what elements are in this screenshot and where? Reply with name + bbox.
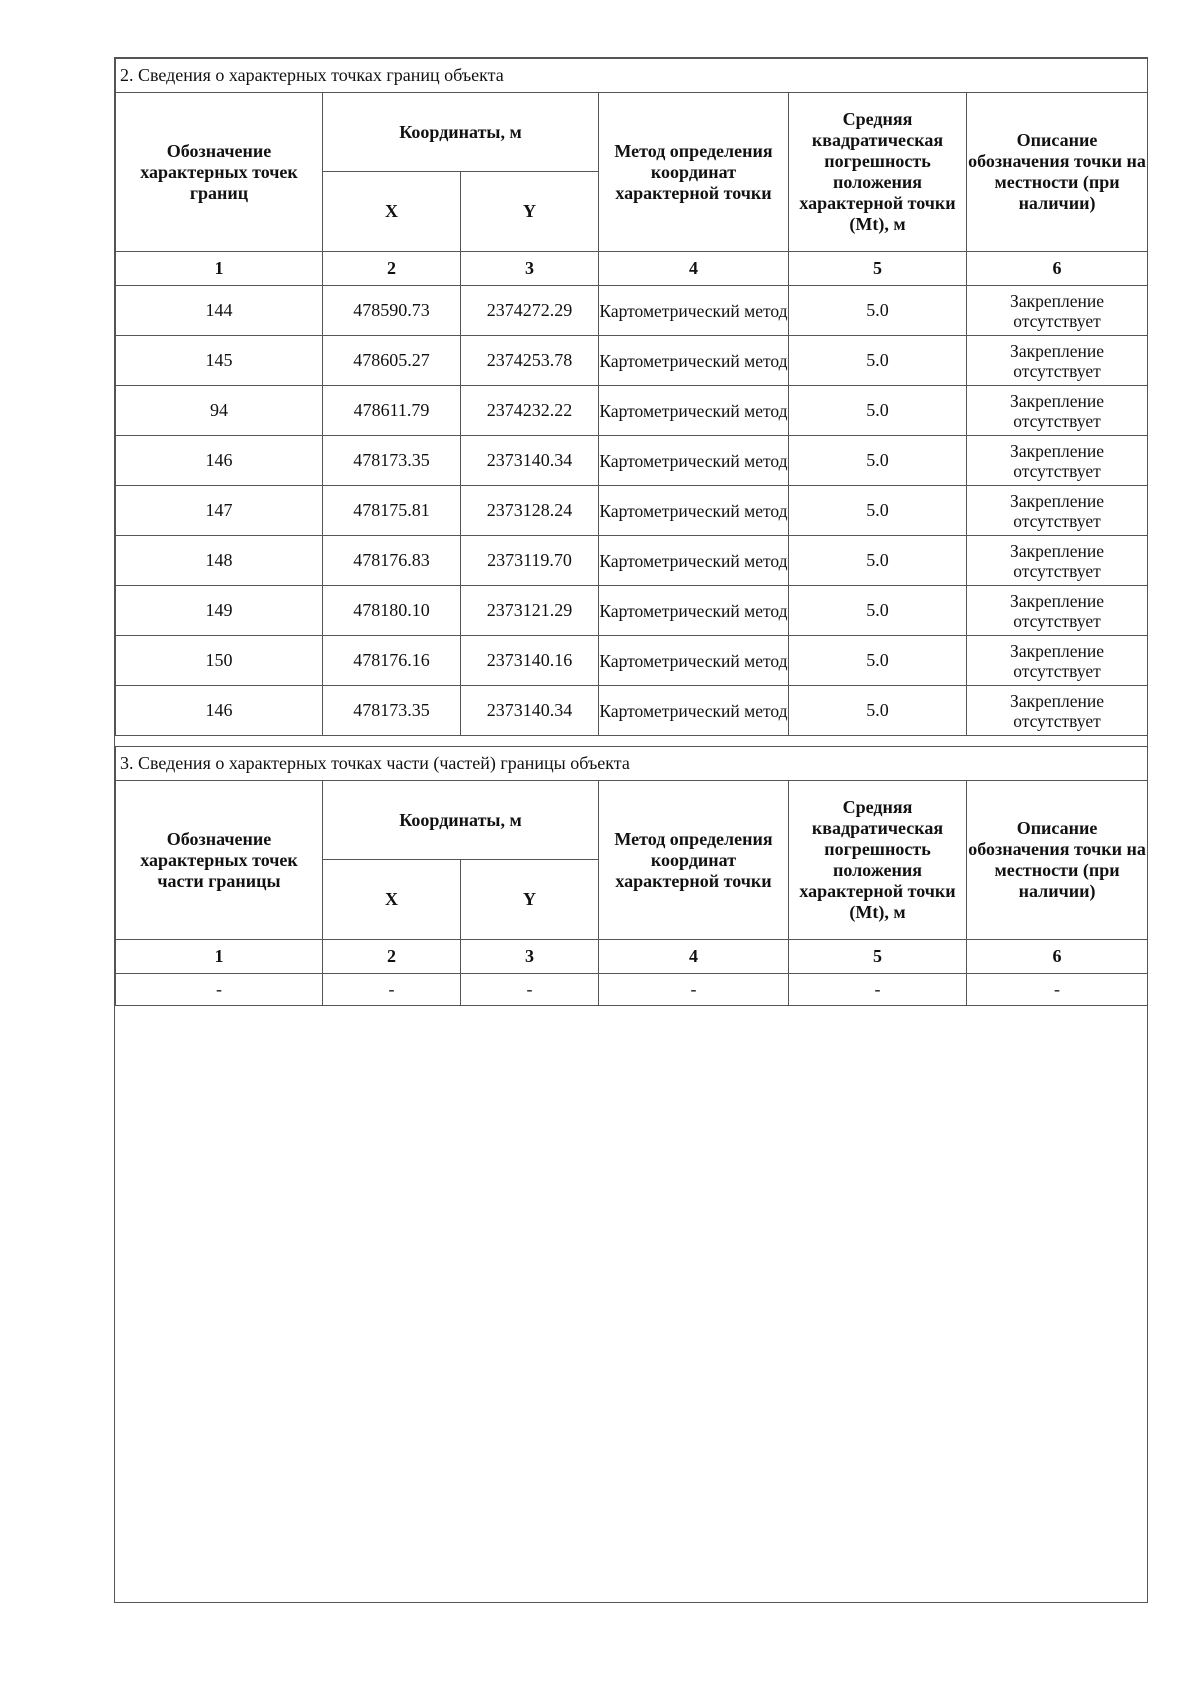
method-cell: Картометрический метод — [599, 536, 789, 586]
description-cell: Закрепление отсутствует — [967, 286, 1148, 336]
header-method: Метод определения координат характерной точки — [599, 93, 789, 252]
mt-cell: 5.0 — [789, 286, 967, 336]
method-cell: Картометрический метод — [599, 386, 789, 436]
empty-cell: - — [461, 974, 599, 1006]
x-cell: 478173.35 — [323, 686, 461, 736]
method-cell: Картометрический метод — [599, 586, 789, 636]
method-cell: Картометрический метод — [599, 436, 789, 486]
y-cell: 2373128.24 — [461, 486, 599, 536]
mt-cell: 5.0 — [789, 686, 967, 736]
table-row — [116, 686, 1148, 736]
header-x: X — [323, 860, 461, 940]
empty-cell: - — [789, 974, 967, 1006]
mt-cell: 5.0 — [789, 586, 967, 636]
description-cell: Закрепление отсутствует — [967, 586, 1148, 636]
description-cell: Закрепление отсутствует — [967, 486, 1148, 536]
mt-cell: 5.0 — [789, 536, 967, 586]
column-numbers-row — [116, 252, 1148, 286]
empty-cell: - — [116, 974, 323, 1006]
header-coords: Координаты, м — [323, 93, 599, 172]
method-cell: Картометрический метод — [599, 486, 789, 536]
table-row — [116, 974, 1148, 1006]
y-cell: 2374253.78 — [461, 336, 599, 386]
y-cell: 2374272.29 — [461, 286, 599, 336]
x-cell: 478175.81 — [323, 486, 461, 536]
point-cell: 146 — [116, 686, 323, 736]
description-cell: Закрепление отсутствует — [967, 436, 1148, 486]
mt-cell: 5.0 — [789, 336, 967, 386]
header-method: Метод определения координат характерной точки — [599, 781, 789, 940]
description-cell: Закрепление отсутствует — [967, 686, 1148, 736]
table-row — [116, 436, 1148, 486]
y-cell: 2373140.34 — [461, 436, 599, 486]
method-cell: Картометрический метод — [599, 286, 789, 336]
y-cell: 2374232.22 — [461, 386, 599, 436]
column-number: 5 — [789, 940, 967, 974]
point-cell: 147 — [116, 486, 323, 536]
column-number: 6 — [967, 940, 1148, 974]
y-cell: 2373119.70 — [461, 536, 599, 586]
point-cell: 144 — [116, 286, 323, 336]
y-cell: 2373140.34 — [461, 686, 599, 736]
header-error: Средняя квадратическая погрешность положения характерной точки (Mt), м — [789, 781, 967, 940]
description-cell: Закрепление отсутствует — [967, 536, 1148, 586]
header-y: Y — [461, 172, 599, 252]
x-cell: 478176.16 — [323, 636, 461, 686]
table-row — [116, 536, 1148, 586]
table-row — [116, 286, 1148, 336]
header-description: Описание обозначения точки на местности (при наличии) — [967, 93, 1148, 252]
column-number: 3 — [461, 940, 599, 974]
x-cell: 478180.10 — [323, 586, 461, 636]
mt-cell: 5.0 — [789, 636, 967, 686]
mt-cell: 5.0 — [789, 436, 967, 486]
point-cell: 146 — [116, 436, 323, 486]
header-x: X — [323, 172, 461, 252]
point-cell: 149 — [116, 586, 323, 636]
header-designation: Обозначение характерных точек части границы — [116, 781, 323, 940]
header-designation: Обозначение характерных точек границ — [116, 93, 323, 252]
x-cell: 478605.27 — [323, 336, 461, 386]
point-cell: 94 — [116, 386, 323, 436]
header-error: Средняя квадратическая погрешность положения характерной точки (Mt), м — [789, 93, 967, 252]
section2-title: 2. Сведения о характерных точках границ объекта — [116, 59, 1148, 93]
method-cell: Картометрический метод — [599, 686, 789, 736]
y-cell: 2373121.29 — [461, 586, 599, 636]
mt-cell: 5.0 — [789, 486, 967, 536]
point-cell: 148 — [116, 536, 323, 586]
section3-title: 3. Сведения о характерных точках части (частей) границы объекта — [116, 747, 1148, 781]
table-row — [116, 636, 1148, 686]
section2-table — [115, 58, 1148, 736]
header-description: Описание обозначения точки на местности (при наличии) — [967, 781, 1148, 940]
point-cell: 145 — [116, 336, 323, 386]
description-cell: Закрепление отсутствует — [967, 336, 1148, 386]
column-numbers-row — [116, 940, 1148, 974]
empty-cell: - — [323, 974, 461, 1006]
column-number: 2 — [323, 252, 461, 286]
table-row — [116, 386, 1148, 436]
header-coords: Координаты, м — [323, 781, 599, 860]
point-cell: 150 — [116, 636, 323, 686]
mt-cell: 5.0 — [789, 386, 967, 436]
x-cell: 478611.79 — [323, 386, 461, 436]
table-row — [116, 336, 1148, 386]
header-y: Y — [461, 860, 599, 940]
column-number: 6 — [967, 252, 1148, 286]
x-cell: 478176.83 — [323, 536, 461, 586]
method-cell: Картометрический метод — [599, 336, 789, 386]
x-cell: 478590.73 — [323, 286, 461, 336]
column-number: 2 — [323, 940, 461, 974]
column-number: 3 — [461, 252, 599, 286]
column-number: 5 — [789, 252, 967, 286]
section3-table — [115, 746, 1148, 1006]
column-number: 4 — [599, 940, 789, 974]
column-number: 1 — [116, 252, 323, 286]
description-cell: Закрепление отсутствует — [967, 636, 1148, 686]
table-row — [116, 586, 1148, 636]
column-number: 1 — [116, 940, 323, 974]
y-cell: 2373140.16 — [461, 636, 599, 686]
empty-cell: - — [599, 974, 789, 1006]
column-number: 4 — [599, 252, 789, 286]
description-cell: Закрепление отсутствует — [967, 386, 1148, 436]
empty-cell: - — [967, 974, 1148, 1006]
document-frame — [114, 57, 1148, 1603]
section2-rows — [116, 286, 1148, 736]
table-row — [116, 486, 1148, 536]
x-cell: 478173.35 — [323, 436, 461, 486]
method-cell: Картометрический метод — [599, 636, 789, 686]
